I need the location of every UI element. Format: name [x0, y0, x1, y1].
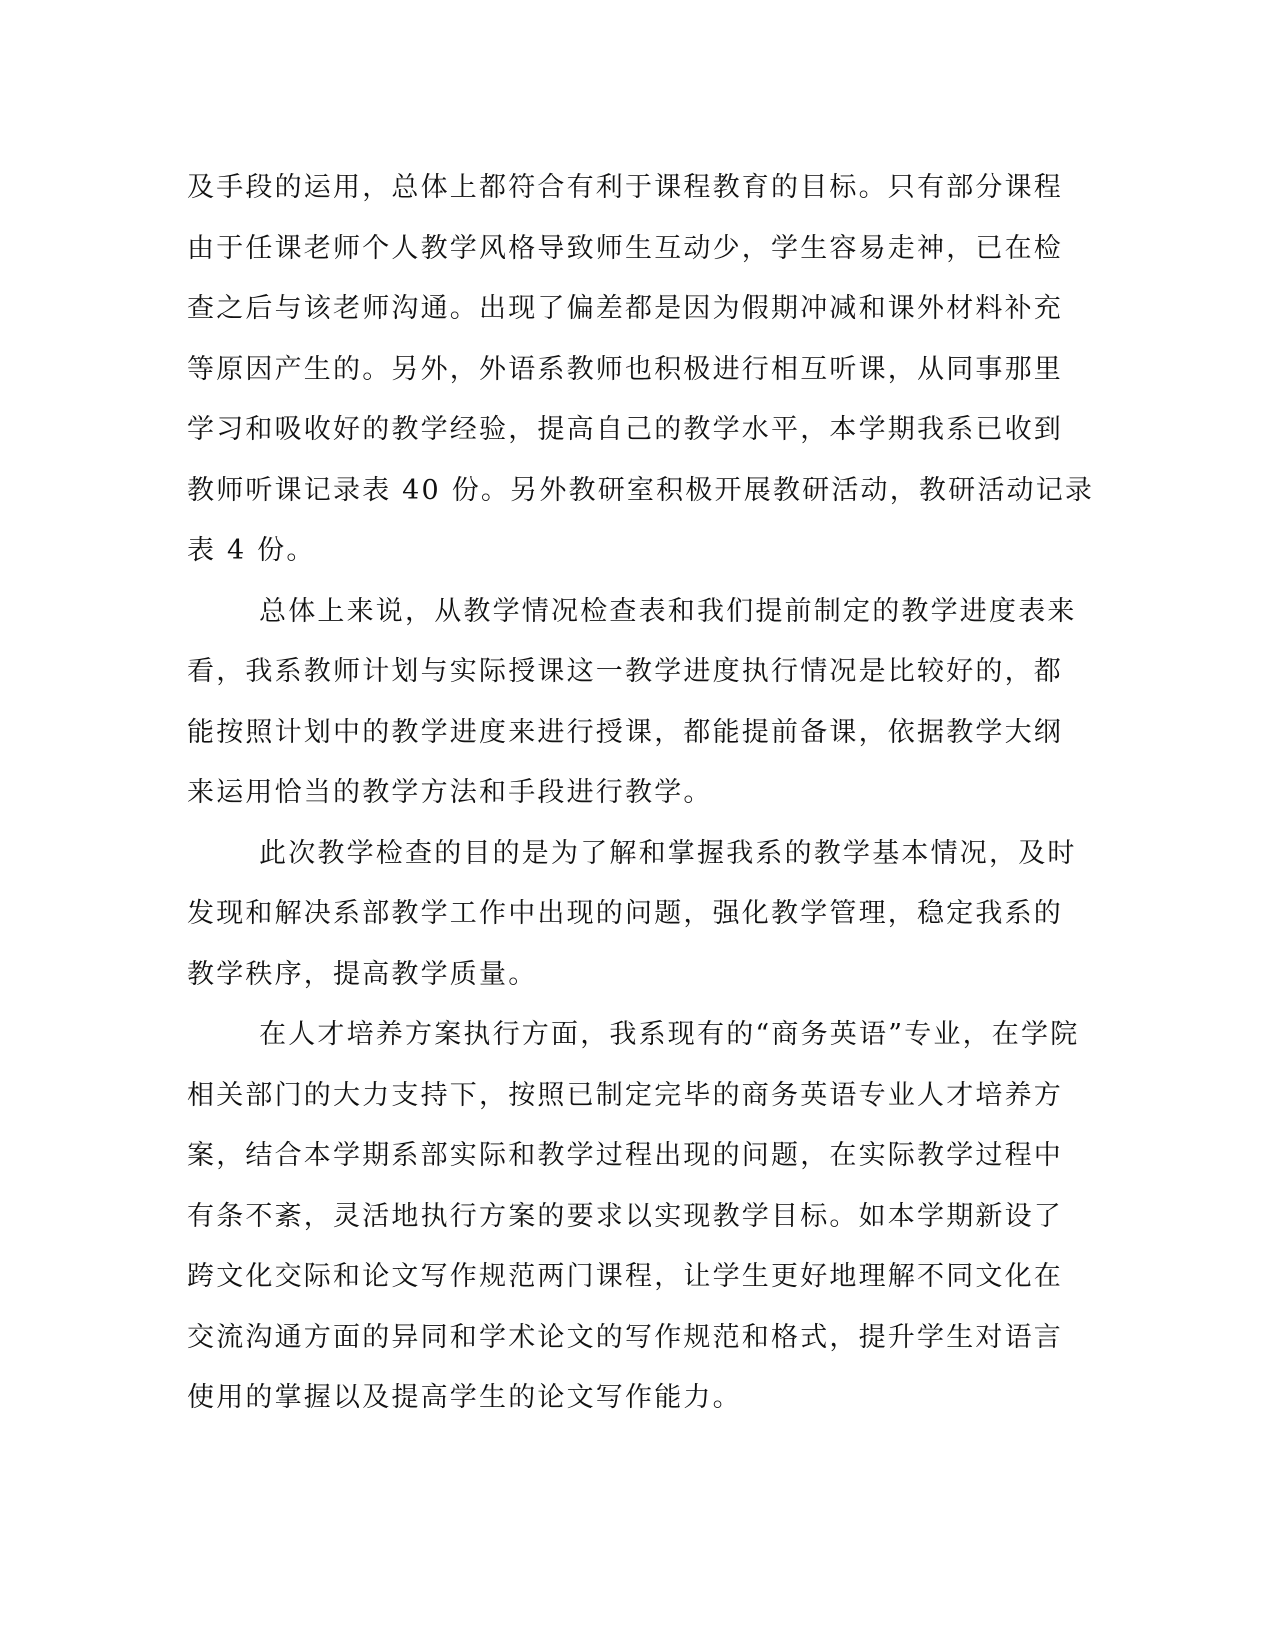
text-line: 使用的掌握以及提高学生的论文写作能力。 — [187, 1382, 742, 1413]
text-line: 能按照计划中的教学进度来进行授课，都能提前备课，依据教学大纲 — [187, 716, 1063, 748]
text-line: 相关部门的大力支持下，按照已制定完毕的商务英语专业人才培养方 — [187, 1079, 1063, 1111]
paragraph-3 — [187, 824, 1077, 1006]
text-line: 看，我系教师计划与实际授课这一教学进度执行情况是比较好的，都 — [187, 656, 1063, 687]
text-line: 查之后与该老师沟通。出现了偏差都是因为假期冲减和课外材料补充 — [187, 293, 1063, 324]
paragraph-4 — [187, 1005, 1080, 1429]
text-line: 表 4 份。 — [187, 535, 316, 566]
text-line: 在人才培养方案执行方面，我系现有的“商务英语”专业，在学院 — [259, 1019, 1080, 1050]
paragraph-2 — [187, 582, 1077, 824]
text-line: 跨文化交际和论文写作规范两门课程，让学生更好地理解不同文化在 — [187, 1261, 1063, 1292]
text-line: 教学秩序，提高教学质量。 — [187, 958, 538, 990]
text-line: 交流沟通方面的异同和学术论文的写作规范和格式，提升学生对语言 — [187, 1321, 1063, 1353]
text-line: 等原因产生的。另外，外语系教师也积极进行相互听课，从同事那里 — [187, 353, 1063, 385]
text-line: 有条不紊，灵活地执行方案的要求以实现教学目标。如本学期新设了 — [187, 1200, 1063, 1232]
text-line: 来运用恰当的教学方法和手段进行教学。 — [187, 777, 713, 808]
text-line: 及手段的运用，总体上都符合有利于课程教育的目标。只有部分课程 — [187, 172, 1063, 203]
text-line: 此次教学检查的目的是为了解和掌握我系的教学基本情况，及时 — [259, 837, 1077, 869]
text-line: 教师听课记录表 40 份。另外教研室积极开展教研活动，教研活动记录 — [187, 474, 1095, 506]
text-line: 案，结合本学期系部实际和教学过程出现的问题，在实际教学过程中 — [187, 1140, 1063, 1171]
text-line: 学习和吸收好的教学经验，提高自己的教学水平，本学期我系已收到 — [187, 414, 1063, 445]
text-line: 发现和解决系部教学工作中出现的问题，强化教学管理，稳定我系的 — [187, 898, 1063, 929]
text-line: 总体上来说，从教学情况检查表和我们提前制定的教学进度表来 — [259, 595, 1077, 627]
document-body — [187, 158, 1095, 1429]
paragraph-1 — [187, 158, 1095, 582]
text-line: 由于任课老师个人教学风格导致师生互动少，学生容易走神，已在检 — [187, 232, 1063, 264]
